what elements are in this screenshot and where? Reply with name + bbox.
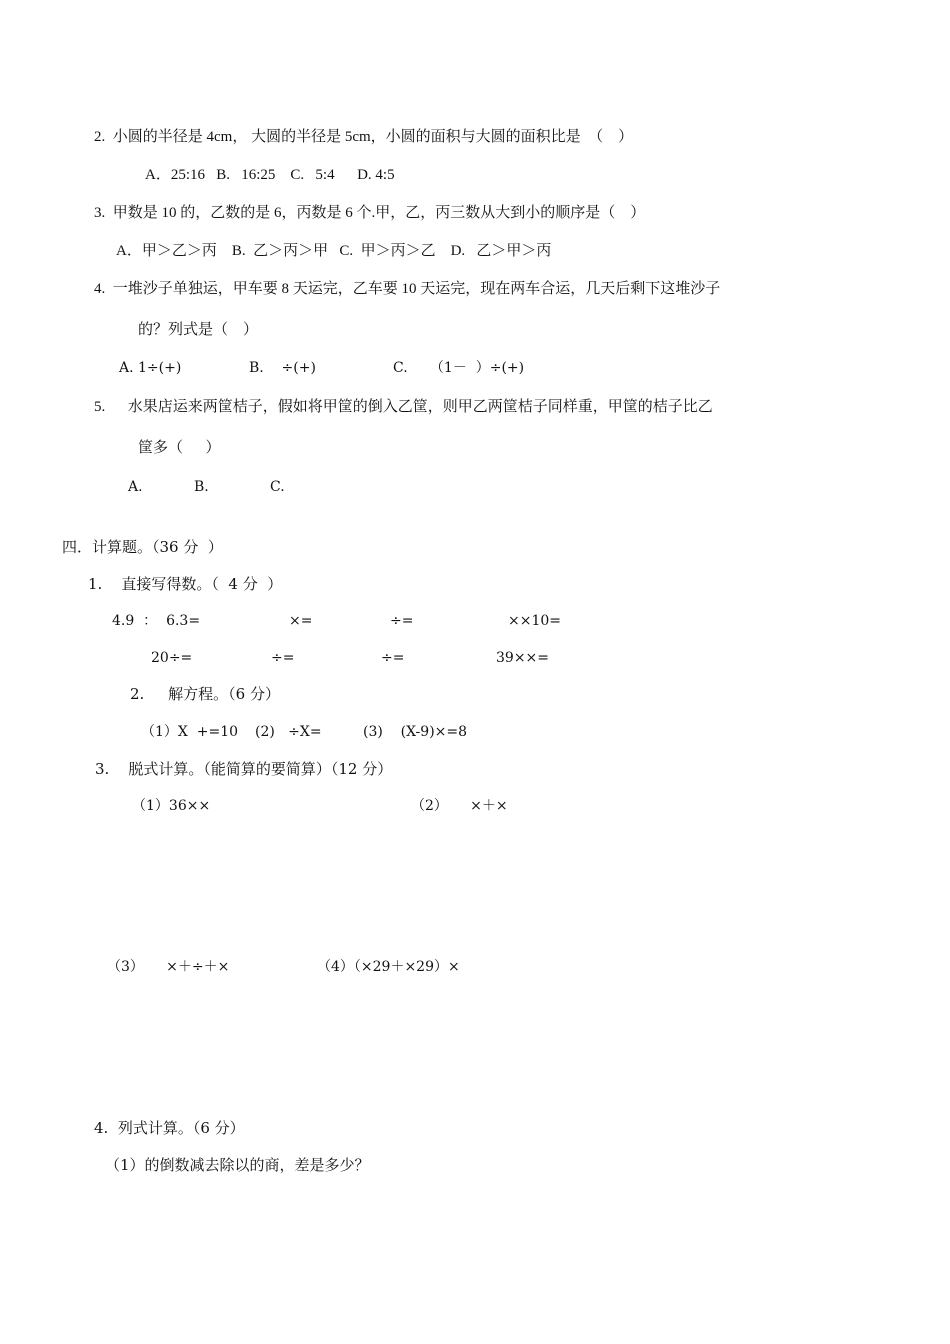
equation-1: （1）X +=10 <box>141 724 239 740</box>
section-4-heading: 四．计算题。（36 分 ） <box>62 538 223 556</box>
word-calc-1: （1）的倒数减去除以的商，差是多少？ <box>105 1156 370 1174</box>
question-4-option-c: C. （1－ ）÷(+) <box>393 360 525 376</box>
question-5-text: 5. 水果店运来两筐桔子，假如将甲筐的倒入乙筐，则甲乙两筐桔子同样重，甲筐的桔子比乙 <box>94 399 713 415</box>
question-4-text: 4. 一堆沙子单独运，甲车要 8 天运完，乙车要 10 天运完，现在两车合运，几天后剩下这堆沙子 <box>94 281 721 297</box>
calc-r1c1: 4.9 ： 6.3= <box>112 613 201 629</box>
calc-r2c2: ÷= <box>271 650 295 666</box>
calc-r2c3: ÷= <box>381 650 405 666</box>
question-4-option-b: B. ÷(+) <box>249 360 316 376</box>
calc-r2c4: 39××= <box>496 650 550 666</box>
question-3-text: 3. 甲数是 10 的，乙数的是 6，丙数是 6 个.甲，乙，丙三数从大到小的顺序是（ ） <box>94 205 646 221</box>
calc-r1c3: ÷= <box>390 613 414 629</box>
s4-question-3-title: 3. 脱式计算。（能简算的要简算）（12 分） <box>95 760 393 778</box>
question-4-text-continued: 的？列式是（ ） <box>138 322 259 338</box>
step-calc-4: （4）（×29＋×29）× <box>317 959 460 975</box>
question-4-option-a: A. 1÷(+) <box>119 360 182 376</box>
step-calc-1: （1）36×× <box>132 798 211 814</box>
equation-2: (2) ÷X= <box>255 724 322 740</box>
question-5-option-b: B. <box>194 479 209 495</box>
calc-r1c2: ×= <box>289 613 313 629</box>
question-5-option-c: C. <box>270 479 285 495</box>
question-2-options: A．25:16 B. 16:25 C. 5:4 D. 4:5 <box>145 167 395 183</box>
step-calc-2: （2） ×＋× <box>411 798 508 814</box>
s4-question-4-title: 4. 列式计算。（6 分） <box>94 1119 245 1137</box>
step-calc-3: （3） ×＋÷＋× <box>107 959 230 975</box>
s4-question-2-title: 2. 解方程。（6 分） <box>130 685 280 703</box>
equation-3: (3) (X-9)×=8 <box>363 724 468 740</box>
s4-question-1-title: 1. 直接写得数。（ 4 分 ） <box>88 575 283 593</box>
question-5-text-continued: 筐多（ ） <box>138 440 221 456</box>
question-2-text: 2. 小圆的半径是 4cm， 大圆的半径是 5cm，小圆的面积与大圆的面积比是 （ ） <box>94 129 634 145</box>
question-3-options: A．甲＞乙＞丙 B. 乙＞丙＞甲 C. 甲＞丙＞乙 D. 乙＞甲＞丙 <box>116 243 552 259</box>
calc-r1c4: ××10= <box>508 613 562 629</box>
question-5-option-a: A. <box>128 479 143 495</box>
calc-r2c1: 20÷= <box>151 650 193 666</box>
